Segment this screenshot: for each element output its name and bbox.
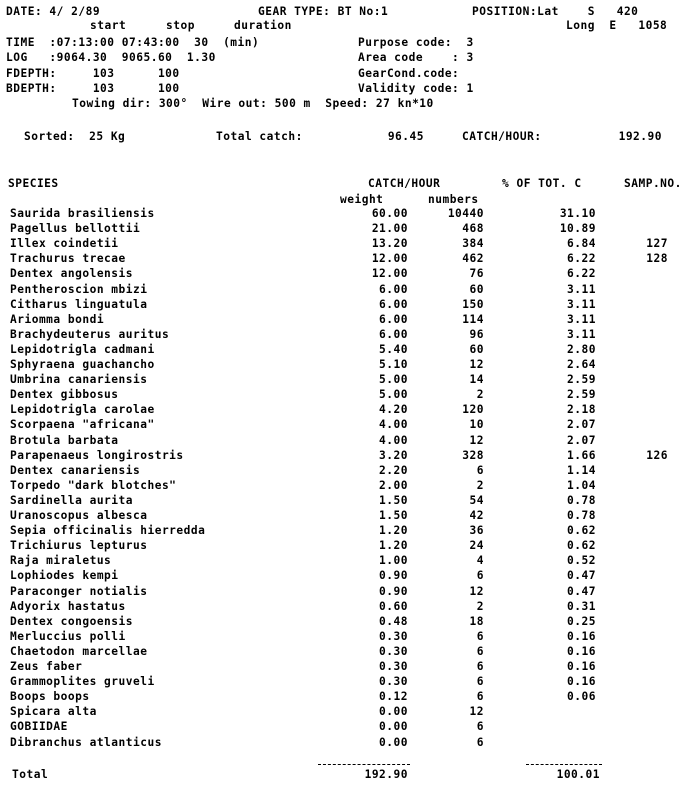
- pct-value: 0.25: [567, 614, 596, 628]
- weight-value: 0.00: [379, 705, 408, 719]
- numbers-value: 18: [469, 614, 484, 628]
- pct-total-column-header: % OF TOT. C: [502, 177, 582, 190]
- species-name: Dentex canariensis: [10, 463, 141, 477]
- pct-value: 2.07: [567, 418, 596, 432]
- numbers-value: 12: [469, 433, 484, 447]
- table-row: [0, 223, 700, 238]
- table-row: [0, 721, 700, 736]
- pct-value: 0.16: [567, 629, 596, 643]
- table-row: [0, 586, 700, 601]
- numbers-value: 328: [462, 448, 484, 462]
- species-name: Trachurus trecae: [10, 252, 126, 266]
- weight-value: 0.30: [379, 629, 408, 643]
- area-code: Area code : 3: [358, 51, 474, 64]
- weight-value: 3.20: [379, 448, 408, 462]
- log-line: LOG :9064.30 9065.60 1.30: [6, 51, 216, 64]
- numbers-value: 6: [476, 660, 484, 673]
- purpose-code: Purpose code: 3: [358, 36, 474, 49]
- numbers-value: 54: [469, 493, 484, 507]
- table-row: [0, 691, 700, 706]
- weight-value: 4.00: [379, 418, 408, 432]
- species-name: Sepia officinalis hierredda: [10, 524, 206, 538]
- numbers-value: 2: [476, 478, 484, 492]
- pct-value: 1.66: [567, 448, 596, 462]
- pct-value: 0.62: [567, 524, 596, 538]
- species-name: Scorpaena "africana": [10, 418, 155, 432]
- pct-value: 0.78: [567, 493, 596, 507]
- table-row: [0, 570, 700, 585]
- weight-value: 13.20: [371, 237, 408, 251]
- table-row: [0, 737, 700, 752]
- weight-value: 6.00: [379, 282, 408, 296]
- pct-value: 0.31: [567, 599, 596, 613]
- weight-value: 0.12: [379, 690, 408, 704]
- weight-value: 5.10: [379, 358, 408, 371]
- table-row: [0, 465, 700, 480]
- total-catch-value: 96.45: [387, 130, 424, 143]
- pct-value: 0.16: [567, 644, 596, 658]
- numbers-value: 6: [476, 690, 484, 704]
- table-row: [0, 540, 700, 555]
- start-column-header: start: [90, 19, 127, 32]
- pct-value: 1.04: [567, 478, 596, 492]
- table-row: [0, 555, 700, 570]
- numbers-value: 6: [476, 569, 484, 583]
- numbers-value: 114: [462, 312, 484, 326]
- table-row: [0, 631, 700, 646]
- numbers-value: 6: [476, 720, 484, 734]
- species-name: Citharus linguatula: [10, 297, 148, 311]
- species-name: Uranoscopus albesca: [10, 509, 148, 522]
- species-name: Grammoplites gruveli: [10, 675, 155, 689]
- gearcond-code: GearCond.code:: [358, 67, 460, 80]
- pct-value: 2.64: [567, 358, 596, 371]
- total-weight-value: 192.90: [364, 768, 408, 781]
- weight-value: 6.00: [379, 312, 408, 326]
- pct-value: 0.16: [567, 675, 596, 689]
- pct-value: 3.11: [567, 327, 596, 341]
- species-name: Brachydeuterus auritus: [10, 327, 170, 341]
- weight-value: 2.00: [379, 478, 408, 492]
- numbers-value: 384: [462, 237, 484, 251]
- table-row: [0, 601, 700, 616]
- species-name: Dentex congoensis: [10, 614, 134, 628]
- total-catch-label: Total catch:: [216, 130, 303, 143]
- species-name: Parapenaeus longirostris: [10, 448, 184, 462]
- table-row: [0, 419, 700, 434]
- table-row: [0, 344, 700, 359]
- pct-value: 0.52: [567, 554, 596, 568]
- weight-value: 0.90: [379, 584, 408, 598]
- numbers-value: 76: [469, 267, 484, 281]
- numbers-value: 24: [469, 539, 484, 553]
- numbers-value: 6: [476, 629, 484, 643]
- pct-value: 0.62: [567, 539, 596, 553]
- total-label: Total: [12, 768, 49, 781]
- weight-value: 0.90: [379, 569, 408, 583]
- weight-value: 0.48: [379, 614, 408, 628]
- weight-value: 0.00: [379, 720, 408, 734]
- pct-value: 0.16: [567, 660, 596, 673]
- numbers-subheader: numbers: [428, 193, 479, 206]
- weight-value: 4.00: [379, 433, 408, 447]
- pct-value: 6.84: [567, 237, 596, 251]
- numbers-value: 10440: [447, 207, 484, 220]
- pct-value: 2.59: [567, 373, 596, 387]
- pct-value: 10.89: [559, 222, 596, 236]
- table-row: [0, 389, 700, 404]
- samp-no-value: 128: [646, 252, 668, 266]
- species-name: Pagellus bellottii: [10, 222, 141, 236]
- numbers-value: 6: [476, 644, 484, 658]
- weight-value: 0.30: [379, 675, 408, 689]
- numbers-value: 14: [469, 373, 484, 387]
- species-name: Torpedo "dark blotches": [10, 478, 177, 492]
- samp-no-value: 127: [646, 237, 668, 251]
- table-row: [0, 676, 700, 691]
- pct-value: 2.18: [567, 403, 596, 417]
- species-name: Lepidotrigla carolae: [10, 403, 155, 417]
- table-row: [0, 208, 700, 223]
- species-name: Chaetodon marcellae: [10, 644, 148, 658]
- numbers-value: 462: [462, 252, 484, 266]
- weight-value: 12.00: [371, 252, 408, 266]
- weight-value: 1.20: [379, 524, 408, 538]
- species-name: Lepidotrigla cadmani: [10, 342, 155, 356]
- species-name: Paraconger notialis: [10, 584, 148, 598]
- weight-value: 0.30: [379, 660, 408, 673]
- species-name: Trichiurus lepturus: [10, 539, 148, 553]
- numbers-value: 96: [469, 327, 484, 341]
- pct-value: 0.78: [567, 509, 596, 522]
- fdepth-line: FDEPTH: 103 100: [6, 67, 180, 80]
- pct-value: 6.22: [567, 252, 596, 266]
- table-row: [0, 329, 700, 344]
- table-row: [0, 404, 700, 419]
- species-name: Merluccius polli: [10, 629, 126, 643]
- weight-value: 4.20: [379, 403, 408, 417]
- table-row: [0, 238, 700, 253]
- pct-value: 3.11: [567, 297, 596, 311]
- numbers-value: 12: [469, 705, 484, 719]
- numbers-value: 4: [476, 554, 484, 568]
- weight-value: 0.60: [379, 599, 408, 613]
- table-row: [0, 268, 700, 283]
- pct-value: 0.47: [567, 584, 596, 598]
- weight-value: 2.20: [379, 463, 408, 477]
- species-name: Dibranchus atlanticus: [10, 735, 162, 749]
- position-long-label: Long E 1058: [566, 19, 668, 32]
- weight-value: 12.00: [371, 267, 408, 281]
- species-name: GOBIIDAE: [10, 720, 68, 734]
- weight-value: 1.50: [379, 493, 408, 507]
- weight-value: 60.00: [371, 207, 408, 220]
- species-name: Sardinella aurita: [10, 493, 134, 507]
- stop-column-header: stop: [166, 19, 195, 32]
- catch-hour-value: 192.90: [618, 130, 662, 143]
- date-label: DATE: 4/ 2/89: [6, 5, 101, 18]
- species-name: Saurida brasiliensis: [10, 207, 155, 220]
- weight-value: 6.00: [379, 327, 408, 341]
- pct-value: 2.80: [567, 342, 596, 356]
- table-row: [0, 706, 700, 721]
- weight-value: 1.20: [379, 539, 408, 553]
- species-name: Lophiodes kempi: [10, 569, 119, 583]
- table-row: [0, 450, 700, 465]
- species-name: Zeus faber: [10, 660, 83, 673]
- numbers-value: 12: [469, 358, 484, 371]
- species-name: Spicara alta: [10, 705, 97, 719]
- table-row: [0, 510, 700, 525]
- bdepth-line: BDEPTH: 103 100: [6, 82, 180, 95]
- duration-column-header: duration: [234, 19, 292, 32]
- position-lat-label: POSITION:Lat S 420: [472, 5, 639, 18]
- catch-hour-label: CATCH/HOUR:: [462, 130, 542, 143]
- pct-value: 2.59: [567, 388, 596, 402]
- table-row: [0, 253, 700, 268]
- numbers-value: 120: [462, 403, 484, 417]
- species-name: Raja miraletus: [10, 554, 112, 568]
- pct-value: 1.14: [567, 463, 596, 477]
- samp-no-column-header: SAMP.NO.: [624, 177, 682, 190]
- species-name: Boops boops: [10, 690, 90, 704]
- validity-code: Validity code: 1: [358, 82, 474, 95]
- weight-value: 0.00: [379, 735, 408, 749]
- pct-value: 0.47: [567, 569, 596, 583]
- numbers-value: 2: [476, 388, 484, 402]
- table-row: [0, 480, 700, 495]
- species-name: Adyorix hastatus: [10, 599, 126, 613]
- species-name: Dentex gibbosus: [10, 388, 119, 402]
- weight-value: 5.00: [379, 373, 408, 387]
- weight-value: 1.00: [379, 554, 408, 568]
- species-name: Pentheroscion mbizi: [10, 282, 148, 296]
- weight-value: 5.40: [379, 342, 408, 356]
- table-row: [0, 646, 700, 661]
- numbers-value: 10: [469, 418, 484, 432]
- numbers-value: 12: [469, 584, 484, 598]
- numbers-value: 60: [469, 282, 484, 296]
- numbers-value: 36: [469, 524, 484, 538]
- weight-value: 1.50: [379, 509, 408, 522]
- total-pct-value: 100.01: [556, 768, 600, 781]
- pct-value: 6.22: [567, 267, 596, 281]
- numbers-value: 150: [462, 297, 484, 311]
- total-weight-rule: [318, 764, 410, 765]
- species-name: Illex coindetii: [10, 237, 119, 251]
- samp-no-value: 126: [646, 448, 668, 462]
- numbers-value: 60: [469, 342, 484, 356]
- weight-value: 0.30: [379, 644, 408, 658]
- table-row: [0, 525, 700, 540]
- numbers-value: 6: [476, 735, 484, 749]
- weight-value: 6.00: [379, 297, 408, 311]
- gear-type-label: GEAR TYPE: BT No:1: [258, 5, 389, 18]
- pct-value: 3.11: [567, 282, 596, 296]
- table-row: [0, 661, 700, 676]
- species-name: Dentex angolensis: [10, 267, 134, 281]
- table-row: [0, 435, 700, 450]
- weight-value: 5.00: [379, 388, 408, 402]
- catch-hour-column-header: CATCH/HOUR: [368, 177, 441, 190]
- pct-value: 31.10: [559, 207, 596, 220]
- weight-value: 21.00: [371, 222, 408, 236]
- table-row: [0, 314, 700, 329]
- total-pct-rule: [526, 764, 602, 765]
- table-row: [0, 374, 700, 389]
- table-row: [0, 495, 700, 510]
- species-name: Umbrina canariensis: [10, 373, 148, 387]
- numbers-value: 2: [476, 599, 484, 613]
- species-name: Sphyraena guachancho: [10, 358, 155, 371]
- table-row: [0, 616, 700, 631]
- time-line: TIME :07:13:00 07:43:00 30 (min): [6, 36, 260, 49]
- numbers-value: 6: [476, 463, 484, 477]
- numbers-value: 6: [476, 675, 484, 689]
- table-row: [0, 284, 700, 299]
- table-row: [0, 299, 700, 314]
- species-name: Ariomma bondi: [10, 312, 105, 326]
- towing-line: Towing dir: 300° Wire out: 500 m Speed: 27 kn*10: [72, 97, 434, 110]
- pct-value: 2.07: [567, 433, 596, 447]
- species-name: Brotula barbata: [10, 433, 119, 447]
- species-column-header: SPECIES: [8, 177, 59, 190]
- weight-subheader: weight: [340, 193, 384, 206]
- table-row: [0, 359, 700, 374]
- numbers-value: 468: [462, 222, 484, 236]
- pct-value: 3.11: [567, 312, 596, 326]
- pct-value: 0.06: [567, 690, 596, 704]
- sorted-weight: Sorted: 25 Kg: [24, 130, 126, 143]
- numbers-value: 42: [469, 509, 484, 522]
